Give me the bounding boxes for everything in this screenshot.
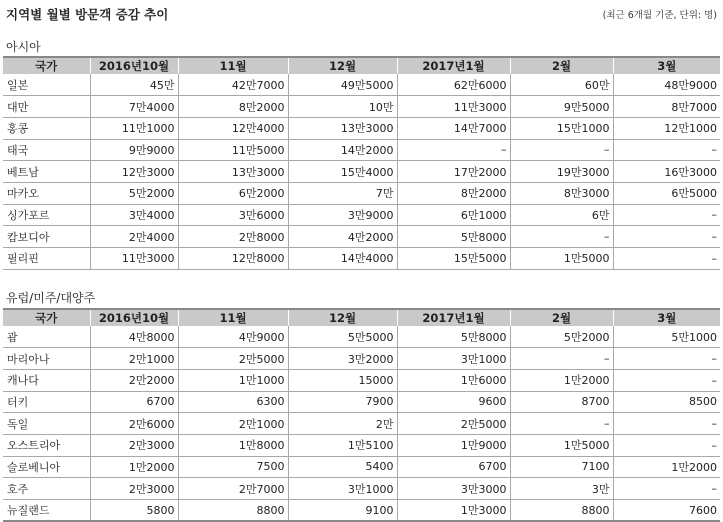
visitor-count-cell: 45만 [90,74,178,96]
visitor-count-cell: 19만3000 [510,161,613,183]
visitor-count-cell: 4만9000 [178,326,288,348]
visitor-count-cell: 9만9000 [90,139,178,161]
visitor-count-cell: 3만1000 [397,348,510,370]
visitor-count-cell: 2만6000 [90,413,178,435]
visitor-count-cell: 2만1000 [178,413,288,435]
visitor-count-cell: 6700 [90,391,178,413]
visitor-count-cell: 8800 [510,500,613,522]
visitor-count-cell: 1만5100 [288,434,397,456]
column-header-country: 국가 [3,309,90,326]
country-cell: 대만 [3,96,90,118]
visitor-count-cell: 6만 [510,204,613,226]
column-header-month: 3월 [613,309,720,326]
visitor-count-cell: 3만1000 [288,478,397,500]
visitor-count-cell: 7500 [178,456,288,478]
country-cell: 터키 [3,391,90,413]
visitor-count-cell: 7900 [288,391,397,413]
visitor-count-cell: 8만7000 [613,96,720,118]
visitor-count-cell: 11만5000 [178,139,288,161]
visitor-count-cell: 14만4000 [288,248,397,270]
table-row [3,226,720,248]
visitor-count-cell: 15000 [288,369,397,391]
visitor-count-cell: 48만9000 [613,74,720,96]
visitor-count-cell: – [613,226,720,248]
visitor-count-cell: 1만2000 [510,369,613,391]
table-row [3,478,720,500]
visitor-count-cell: – [397,139,510,161]
visitor-count-cell: 8800 [178,500,288,522]
country-cell: 태국 [3,139,90,161]
column-header-month: 2월 [510,57,613,74]
visitor-count-cell: 7만 [288,182,397,204]
section-label-asia: 아시아 [6,40,41,54]
table-europe-americas-oceania [3,308,720,522]
table-header-row [3,57,720,74]
visitor-count-cell: 16만3000 [613,161,720,183]
visitor-count-cell: 5800 [90,500,178,522]
table-asia [3,56,720,270]
visitor-count-cell: 4만2000 [288,226,397,248]
table-row [3,326,720,348]
visitor-count-cell: 2만5000 [397,413,510,435]
visitor-count-cell: 42만7000 [178,74,288,96]
country-cell: 캐나다 [3,369,90,391]
visitor-count-cell: 2만 [288,413,397,435]
country-cell: 슬로베니아 [3,456,90,478]
visitor-count-cell: 5만2000 [510,326,613,348]
visitor-count-cell: – [510,413,613,435]
visitor-count-cell: 17만2000 [397,161,510,183]
visitor-count-cell: 9만5000 [510,96,613,118]
visitor-count-cell: 5만1000 [613,326,720,348]
country-cell: 싱가포르 [3,204,90,226]
table-row [3,96,720,118]
visitor-count-cell: 3만3000 [397,478,510,500]
visitor-count-cell: – [613,478,720,500]
visitor-count-cell: 2만1000 [90,348,178,370]
table-row [3,348,720,370]
page-title: 지역별 월별 방문객 증감 추이 [6,7,169,22]
visitor-count-cell: – [613,248,720,270]
country-cell: 필리핀 [3,248,90,270]
column-header-month: 2017년1월 [397,309,510,326]
visitor-count-cell: 7만4000 [90,96,178,118]
visitor-count-cell: 6700 [397,456,510,478]
visitor-count-cell: 2만3000 [90,434,178,456]
visitor-count-cell: 5만2000 [90,182,178,204]
visitor-count-cell: 2만5000 [178,348,288,370]
visitor-count-cell: 12만3000 [90,161,178,183]
table-row [3,204,720,226]
visitor-count-cell: 3만6000 [178,204,288,226]
visitor-count-cell: 4만8000 [90,326,178,348]
visitor-count-cell: – [613,348,720,370]
visitor-count-cell: 5만5000 [288,326,397,348]
visitor-count-cell: 2만2000 [90,369,178,391]
visitor-count-cell: – [613,413,720,435]
visitor-count-cell: 8만2000 [397,182,510,204]
visitor-count-cell: 1만1000 [178,369,288,391]
visitor-count-cell: – [510,348,613,370]
visitor-count-cell: 5400 [288,456,397,478]
column-header-month: 2016년10월 [90,57,178,74]
country-cell: 뉴질랜드 [3,500,90,522]
visitor-count-cell: 49만5000 [288,74,397,96]
visitor-count-cell: 11만3000 [90,248,178,270]
table-row [3,434,720,456]
visitor-count-cell: 5만8000 [397,226,510,248]
column-header-country: 국가 [3,57,90,74]
visitor-count-cell: 13만3000 [288,117,397,139]
visitor-count-cell: 8500 [613,391,720,413]
column-header-month: 11월 [178,309,288,326]
visitor-count-cell: 3만4000 [90,204,178,226]
visitor-count-cell: 8만3000 [510,182,613,204]
visitor-count-cell: 10만 [288,96,397,118]
table-row [3,161,720,183]
visitor-count-cell: 5만8000 [397,326,510,348]
visitor-count-cell: 3만 [510,478,613,500]
visitor-count-cell: 8만2000 [178,96,288,118]
visitor-count-cell: 1만2000 [90,456,178,478]
visitor-count-cell: – [613,434,720,456]
visitor-count-cell: 12만4000 [178,117,288,139]
visitor-count-cell: 3만2000 [288,348,397,370]
column-header-month: 2016년10월 [90,309,178,326]
visitor-count-cell: 2만7000 [178,478,288,500]
visitor-count-cell: 15만4000 [288,161,397,183]
visitor-count-cell: – [510,226,613,248]
unit-note: (최근 6개월 기준, 단위: 명) [602,10,717,21]
visitor-count-cell: 12만8000 [178,248,288,270]
visitor-count-cell: – [510,139,613,161]
table-row [3,248,720,270]
visitor-count-cell: 15만5000 [397,248,510,270]
table-row [3,456,720,478]
visitor-count-cell: 1만2000 [613,456,720,478]
country-cell: 마카오 [3,182,90,204]
table-row [3,369,720,391]
country-cell: 베트남 [3,161,90,183]
country-cell: 호주 [3,478,90,500]
column-header-month: 3월 [613,57,720,74]
visitor-count-cell: 2만8000 [178,226,288,248]
visitor-count-cell: 2만3000 [90,478,178,500]
visitor-count-cell: 14만7000 [397,117,510,139]
table-row [3,413,720,435]
visitor-count-cell: 13만3000 [178,161,288,183]
column-header-month: 2월 [510,309,613,326]
country-cell: 홍콩 [3,117,90,139]
visitor-count-cell: 9100 [288,500,397,522]
visitor-count-cell: 9600 [397,391,510,413]
country-cell: 마리아나 [3,348,90,370]
visitor-count-cell: 6만5000 [613,182,720,204]
section-label-europe-americas-oceania: 유럽/미주/대양주 [6,291,96,305]
country-cell: 독일 [3,413,90,435]
table-row [3,74,720,96]
visitor-count-cell: 1만5000 [510,248,613,270]
visitor-count-cell: 15만1000 [510,117,613,139]
visitor-count-cell: 1만5000 [510,434,613,456]
visitor-count-cell: – [613,369,720,391]
visitor-count-cell: 1만6000 [397,369,510,391]
column-header-month: 12월 [288,309,397,326]
visitor-count-cell: – [613,139,720,161]
column-header-month: 2017년1월 [397,57,510,74]
table-row [3,500,720,522]
visitor-count-cell: 6만1000 [397,204,510,226]
table-header-row [3,309,720,326]
visitor-count-cell: – [613,204,720,226]
table-row [3,391,720,413]
visitor-count-cell: 12만1000 [613,117,720,139]
visitor-count-cell: 3만9000 [288,204,397,226]
visitor-count-cell: 7100 [510,456,613,478]
visitor-count-cell: 8700 [510,391,613,413]
visitor-count-cell: 62만6000 [397,74,510,96]
visitor-count-cell: 7600 [613,500,720,522]
country-cell: 캄보디아 [3,226,90,248]
visitor-count-cell: 60만 [510,74,613,96]
column-header-month: 12월 [288,57,397,74]
visitor-count-cell: 6300 [178,391,288,413]
visitor-count-cell: 1만9000 [397,434,510,456]
visitor-count-cell: 11만1000 [90,117,178,139]
visitor-count-cell: 1만3000 [397,500,510,522]
visitor-count-cell: 1만8000 [178,434,288,456]
country-cell: 일본 [3,74,90,96]
visitor-count-cell: 14만2000 [288,139,397,161]
country-cell: 오스트리아 [3,434,90,456]
table-row [3,139,720,161]
visitor-count-cell: 6만2000 [178,182,288,204]
table-row [3,182,720,204]
column-header-month: 11월 [178,57,288,74]
table-row [3,117,720,139]
country-cell: 괌 [3,326,90,348]
visitor-count-cell: 11만3000 [397,96,510,118]
visitor-count-cell: 2만4000 [90,226,178,248]
